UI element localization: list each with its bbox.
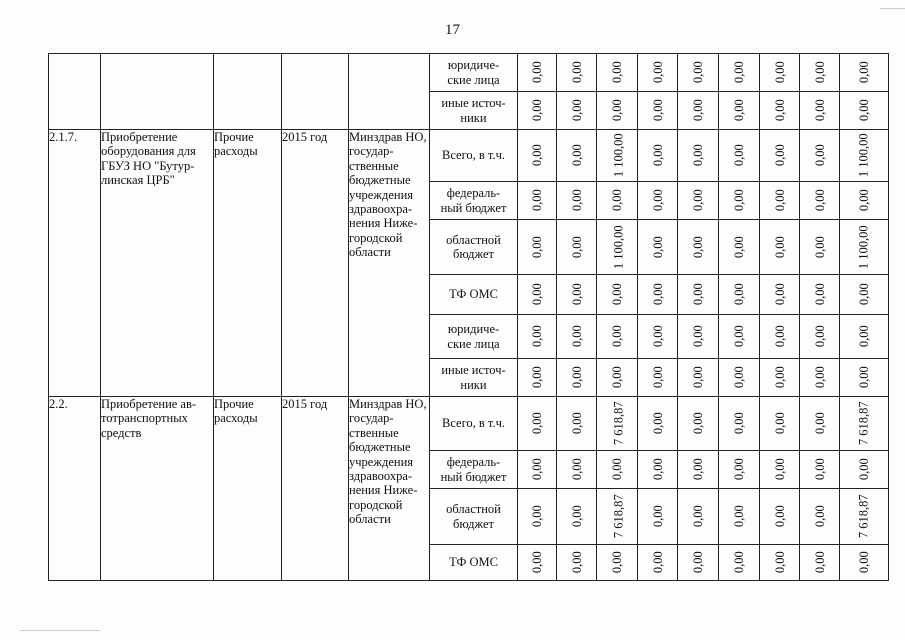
value-cell [518, 397, 557, 451]
value-cell [840, 54, 889, 92]
value-cell [518, 451, 557, 489]
value-text: 0,00 [569, 144, 584, 167]
value-text: 0,00 [690, 551, 705, 574]
value-cell [678, 397, 719, 451]
value-cell [597, 92, 638, 130]
value-cell [760, 359, 800, 397]
value-text: 0,00 [690, 61, 705, 84]
value-cell [719, 315, 760, 359]
table-row [49, 54, 889, 92]
value-cell [518, 220, 557, 275]
value-cell [760, 545, 800, 581]
value-text: 0,00 [569, 458, 584, 481]
funding-source-label: ТФ ОМС [430, 275, 518, 315]
value-cell [597, 397, 638, 451]
value-cell [518, 489, 557, 545]
value-cell [800, 92, 840, 130]
value-cell [719, 451, 760, 489]
value-text: 1 100,00 [611, 225, 626, 269]
value-text: 0,00 [650, 458, 665, 481]
value-cell [557, 397, 597, 451]
value-cell [800, 397, 840, 451]
value-text: 0,00 [569, 366, 584, 389]
value-cell [638, 275, 678, 315]
value-cell [518, 92, 557, 130]
value-text: 0,00 [650, 505, 665, 528]
funding-source-label: юридиче- ские лица [430, 54, 518, 92]
value-cell [597, 359, 638, 397]
value-text: 0,00 [731, 144, 746, 167]
value-cell [800, 315, 840, 359]
value-text: 0,00 [569, 189, 584, 212]
value-text: 0,00 [609, 458, 624, 481]
value-text: 0,00 [812, 366, 827, 389]
value-text: 0,00 [731, 189, 746, 212]
value-cell [800, 275, 840, 315]
value-text: 0,00 [812, 99, 827, 122]
value-text: 0,00 [650, 366, 665, 389]
value-text: 7 618,87 [856, 401, 871, 446]
value-cell [678, 130, 719, 182]
value-cell [840, 397, 889, 451]
value-text: 0,00 [690, 505, 705, 528]
value-text: 0,00 [690, 189, 705, 212]
value-text: 0,00 [650, 283, 665, 306]
table-row [49, 130, 889, 182]
value-text: 1 100,00 [856, 133, 871, 178]
value-text: 0,00 [772, 366, 787, 389]
value-text: 0,00 [812, 236, 827, 258]
value-cell [800, 220, 840, 275]
executor-cell: Минздрав НО, государ-ственные бюджетные учреждения здравоохра-нения Ниже-городской области [349, 397, 430, 581]
value-text: 0,00 [731, 236, 746, 258]
value-cell [557, 545, 597, 581]
value-cell [518, 130, 557, 182]
value-cell [638, 359, 678, 397]
value-text: 0,00 [812, 283, 827, 306]
value-text: 0,00 [772, 551, 787, 574]
value-text: 0,00 [772, 458, 787, 481]
item-name-cell: Приобретение ав-тотранспортных средств [101, 397, 214, 581]
value-text: 0,00 [650, 412, 665, 435]
value-text: 0,00 [772, 189, 787, 212]
value-text: 0,00 [650, 236, 665, 258]
item-number-cell: 2.2. [49, 397, 101, 581]
value-text: 0,00 [529, 505, 544, 528]
value-text: 0,00 [812, 458, 827, 481]
value-cell [840, 545, 889, 581]
value-cell [638, 315, 678, 359]
value-text: 0,00 [772, 505, 787, 528]
page-number: 17 [445, 22, 460, 38]
value-text: 0,00 [569, 412, 584, 435]
value-cell [557, 130, 597, 182]
value-cell [678, 545, 719, 581]
value-text: 0,00 [529, 283, 544, 306]
value-cell [557, 489, 597, 545]
value-text: 0,00 [690, 283, 705, 306]
value-cell [638, 130, 678, 182]
value-text: 0,00 [856, 366, 871, 389]
value-cell [840, 275, 889, 315]
value-text: 0,00 [529, 144, 544, 167]
value-cell [597, 315, 638, 359]
value-text: 0,00 [569, 325, 584, 348]
executor-cell [349, 54, 430, 130]
value-text: 0,00 [731, 551, 746, 574]
value-text: 0,00 [772, 325, 787, 348]
value-text: 0,00 [731, 505, 746, 528]
value-cell [840, 451, 889, 489]
value-cell [800, 489, 840, 545]
value-text: 0,00 [569, 283, 584, 306]
value-text: 0,00 [609, 283, 624, 306]
value-text: 0,00 [690, 366, 705, 389]
value-cell [760, 220, 800, 275]
value-cell [638, 451, 678, 489]
value-cell [760, 130, 800, 182]
value-text: 0,00 [569, 99, 584, 122]
value-text: 0,00 [529, 551, 544, 574]
value-cell [638, 545, 678, 581]
value-text: 0,00 [812, 412, 827, 435]
value-text: 0,00 [650, 325, 665, 348]
value-text: 0,00 [812, 61, 827, 84]
value-cell [678, 220, 719, 275]
value-text: 0,00 [609, 366, 624, 389]
value-cell [840, 489, 889, 545]
value-cell [678, 182, 719, 220]
item-number-cell [49, 54, 101, 130]
value-text: 0,00 [731, 61, 746, 84]
value-cell [638, 220, 678, 275]
value-cell [719, 359, 760, 397]
funding-source-label: федераль- ный бюджет [430, 182, 518, 220]
value-text: 1 100,00 [856, 225, 871, 269]
value-text: 0,00 [529, 99, 544, 122]
value-text: 0,00 [690, 325, 705, 348]
value-cell [678, 54, 719, 92]
value-cell [678, 92, 719, 130]
value-text: 0,00 [812, 144, 827, 167]
value-text: 0,00 [856, 61, 871, 84]
value-cell [719, 54, 760, 92]
value-cell [638, 92, 678, 130]
value-cell [840, 315, 889, 359]
value-cell [638, 54, 678, 92]
value-text: 0,00 [690, 99, 705, 122]
value-cell [597, 130, 638, 182]
value-cell [719, 397, 760, 451]
item-number-cell: 2.1.7. [49, 130, 101, 397]
value-text: 0,00 [772, 236, 787, 258]
value-text: 0,00 [690, 412, 705, 435]
value-cell [760, 489, 800, 545]
value-cell [719, 220, 760, 275]
value-cell [557, 315, 597, 359]
value-cell [638, 182, 678, 220]
value-cell [557, 220, 597, 275]
value-text: 0,00 [529, 412, 544, 435]
value-cell [597, 182, 638, 220]
value-text: 0,00 [529, 236, 544, 258]
value-text: 7 618,87 [856, 494, 871, 539]
value-cell [518, 54, 557, 92]
value-text: 0,00 [529, 366, 544, 389]
value-cell [719, 182, 760, 220]
value-text: 0,00 [569, 505, 584, 528]
value-text: 0,00 [731, 412, 746, 435]
value-cell [760, 397, 800, 451]
value-cell [557, 359, 597, 397]
value-cell [840, 92, 889, 130]
value-text: 0,00 [650, 551, 665, 574]
value-text: 0,00 [569, 551, 584, 574]
expense-kind-cell [214, 54, 282, 130]
value-cell [719, 92, 760, 130]
value-cell [678, 315, 719, 359]
value-text: 0,00 [731, 366, 746, 389]
funding-source-label: федераль- ный бюджет [430, 451, 518, 489]
funding-source-label: областной бюджет [430, 489, 518, 545]
value-cell [840, 359, 889, 397]
funding-source-label: ТФ ОМС [430, 545, 518, 581]
expense-kind-cell: Прочие расходы [214, 397, 282, 581]
value-cell [800, 451, 840, 489]
value-text: 0,00 [609, 189, 624, 212]
value-text: 0,00 [650, 61, 665, 84]
value-cell [638, 489, 678, 545]
value-cell [800, 182, 840, 220]
value-cell [597, 489, 638, 545]
value-cell [800, 130, 840, 182]
value-cell [557, 275, 597, 315]
funding-source-label: иные источ- ники [430, 92, 518, 130]
value-text: 0,00 [690, 458, 705, 481]
value-text: 0,00 [731, 99, 746, 122]
value-cell [760, 54, 800, 92]
value-text: 0,00 [856, 189, 871, 212]
value-text: 0,00 [772, 283, 787, 306]
value-cell [518, 545, 557, 581]
scan-artifact-line [20, 630, 100, 631]
value-cell [518, 359, 557, 397]
value-text: 0,00 [812, 505, 827, 528]
value-text: 0,00 [609, 551, 624, 574]
value-cell [800, 54, 840, 92]
value-text: 0,00 [690, 144, 705, 167]
value-cell [518, 275, 557, 315]
budget-table [48, 53, 889, 581]
value-cell [760, 451, 800, 489]
value-cell [840, 130, 889, 182]
funding-source-label: областной бюджет [430, 220, 518, 275]
value-cell [597, 275, 638, 315]
value-text: 0,00 [529, 458, 544, 481]
value-text: 0,00 [772, 144, 787, 167]
value-cell [800, 545, 840, 581]
value-text: 0,00 [856, 283, 871, 306]
value-cell [840, 182, 889, 220]
executor-cell: Минздрав НО, государ-ственные бюджетные учреждения здравоохра-нения Ниже-городской области [349, 130, 430, 397]
value-text: 7 618,87 [611, 401, 626, 446]
expense-kind-cell: Прочие расходы [214, 130, 282, 397]
value-cell [719, 489, 760, 545]
value-cell [557, 92, 597, 130]
value-cell [518, 182, 557, 220]
value-cell [597, 54, 638, 92]
value-text: 0,00 [812, 551, 827, 574]
value-text: 0,00 [772, 99, 787, 122]
value-text: 0,00 [650, 144, 665, 167]
value-cell [719, 130, 760, 182]
value-cell [678, 359, 719, 397]
value-cell [760, 92, 800, 130]
value-cell [760, 275, 800, 315]
value-text: 0,00 [812, 325, 827, 348]
value-text: 0,00 [690, 236, 705, 258]
value-cell [557, 54, 597, 92]
item-name-cell [101, 54, 214, 130]
value-cell [800, 359, 840, 397]
period-cell [282, 54, 349, 130]
value-cell [557, 182, 597, 220]
value-cell [518, 315, 557, 359]
value-text: 0,00 [609, 99, 624, 122]
value-text: 0,00 [772, 61, 787, 84]
value-cell [678, 489, 719, 545]
period-cell: 2015 год [282, 397, 349, 581]
table-row [49, 397, 889, 451]
scan-artifact-line [880, 8, 905, 9]
item-name-cell: Приобретение оборудования для ГБУЗ НО "Бутур-линская ЦРБ" [101, 130, 214, 397]
value-cell [638, 397, 678, 451]
value-text: 0,00 [529, 61, 544, 84]
value-text: 0,00 [856, 551, 871, 574]
value-text: 0,00 [569, 61, 584, 84]
value-text: 0,00 [731, 283, 746, 306]
value-cell [760, 315, 800, 359]
value-text: 0,00 [609, 325, 624, 348]
funding-source-label: юридиче- ские лица [430, 315, 518, 359]
value-cell [597, 451, 638, 489]
value-text: 0,00 [569, 236, 584, 258]
value-text: 0,00 [529, 325, 544, 348]
value-text: 0,00 [856, 458, 871, 481]
funding-source-label: иные источ- ники [430, 359, 518, 397]
value-cell [719, 545, 760, 581]
funding-source-label: Всего, в т.ч. [430, 397, 518, 451]
value-text: 0,00 [856, 99, 871, 122]
value-text: 0,00 [731, 458, 746, 481]
period-cell: 2015 год [282, 130, 349, 397]
value-cell [719, 275, 760, 315]
funding-source-label: Всего, в т.ч. [430, 130, 518, 182]
value-text: 0,00 [609, 61, 624, 84]
value-cell [557, 451, 597, 489]
value-text: 0,00 [731, 325, 746, 348]
value-cell [597, 545, 638, 581]
value-text: 0,00 [650, 189, 665, 212]
value-cell [760, 182, 800, 220]
value-text: 0,00 [856, 325, 871, 348]
value-text: 0,00 [529, 189, 544, 212]
value-cell [840, 220, 889, 275]
value-text: 0,00 [772, 412, 787, 435]
value-cell [678, 275, 719, 315]
value-text: 0,00 [812, 189, 827, 212]
value-text: 0,00 [650, 99, 665, 122]
value-text: 7 618,87 [611, 494, 626, 539]
value-cell [597, 220, 638, 275]
value-text: 1 100,00 [611, 133, 626, 178]
value-cell [678, 451, 719, 489]
